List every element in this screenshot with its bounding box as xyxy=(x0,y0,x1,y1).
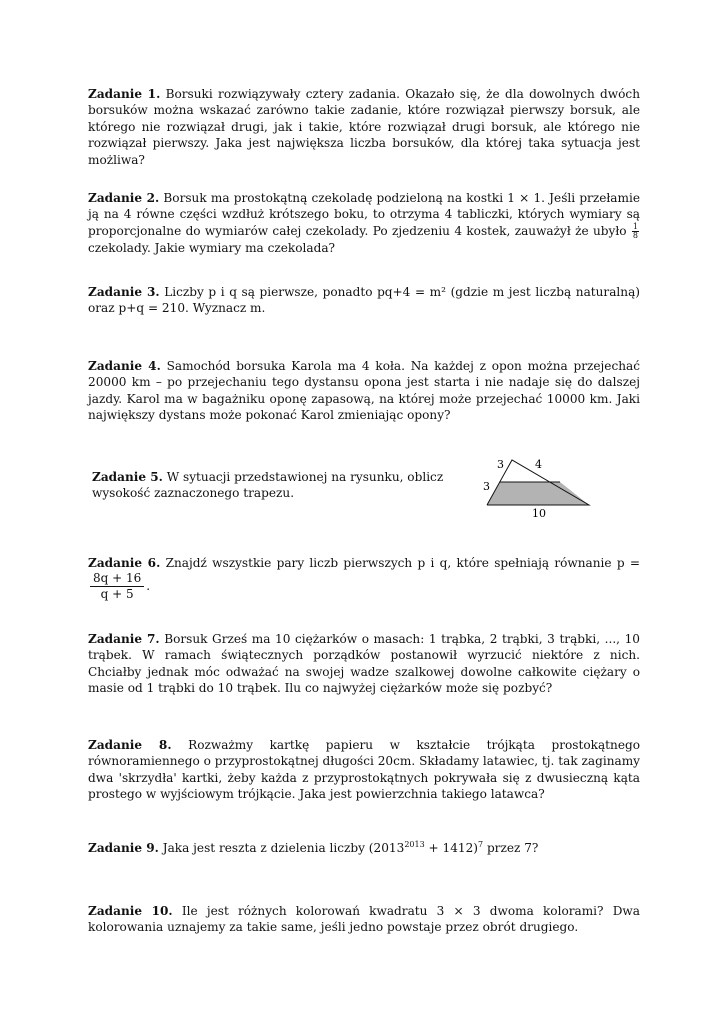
fraction-numerator: 1 xyxy=(632,221,638,231)
trapezoid-figure xyxy=(478,455,598,521)
task-4-text: Samochód borsuka Karola ma 4 koła. Na każdej z opon można przejechać 20000 km – po przejechaniu tego dystansu opona jest starta i nie nadaje się do dalszej jazdy. Karol ma w bagażniku oponę zapasową, na której może przejechać 10000 km. Jaki największy dystans może pokonać Karol zmieniając opony? xyxy=(88,359,641,423)
task-3 xyxy=(88,284,640,317)
exponent-2013: 2013 xyxy=(404,839,425,849)
task-9 xyxy=(88,840,640,856)
task-5-label: Zadanie 5. xyxy=(92,470,163,484)
fraction-one-eighth xyxy=(632,223,639,240)
task-3-label: Zadanie 3. xyxy=(88,285,160,299)
task-3-text: Liczby p i q są pierwsze, ponadto pq+4 = m² (gdzie m jest liczbą naturalną) oraz p+q = 210. Wyznacz m. xyxy=(88,285,640,316)
fraction-denominator: 8 xyxy=(632,230,638,240)
exponent-7: 7 xyxy=(478,839,484,849)
task-6 xyxy=(88,555,640,602)
label-left: 3 xyxy=(483,480,490,493)
label-top-right: 4 xyxy=(535,458,542,471)
task-8-label: Zadanie 8. xyxy=(88,738,172,752)
task-8 xyxy=(88,737,640,803)
task-6-text-end: . xyxy=(146,579,151,594)
shaded-trapezoid xyxy=(487,482,589,505)
task-9-text-end: przez 7? xyxy=(483,841,539,855)
label-top-left: 3 xyxy=(497,458,504,471)
task-7 xyxy=(88,631,640,697)
task-6-text: Znajdź wszystkie pary liczb pierwszych p i q, które spełniają równanie p = xyxy=(165,556,640,570)
task-4-label: Zadanie 4. xyxy=(88,359,161,373)
task-8-text: Rozważmy kartkę papieru w kształcie trójkąta prostokątnego równoramiennego o przyprostokątnej długości 20cm. Składamy latawiec, tj. tak zaginamy dwa 'skrzydła' kartki, żeby każda z przyprostokątnych pokrywała się z dwusieczną kąta prostego w wyjściowym trójkącie. Jaka jest powierzchnia takiego latawca? xyxy=(88,738,641,802)
task-7-text: Borsuk Grześ ma 10 ciężarków o masach: 1 trąbka, 2 trąbki, 3 trąbki, ..., 10 trąbek. W ramach świątecznych porządków postanowił wyrzucić niektóre z nich. Chciałby jednak móc odważać na swojej wadze szalkowej dowolne całkowite ciężary o masie od 1 trąbki do 10 trąbek. Ilu co najwyżej ciężarków może się pozbyć? xyxy=(88,632,640,696)
task-10-label: Zadanie 10. xyxy=(88,904,173,918)
equation-numerator: 8q + 16 xyxy=(90,571,144,587)
task-2 xyxy=(88,190,640,256)
task-1-label: Zadanie 1. xyxy=(88,87,161,101)
task-2-text-end: czekolady. Jakie wymiary ma czekolada? xyxy=(88,240,336,255)
task-9-text-mid: + 1412) xyxy=(424,841,478,855)
task-9-label: Zadanie 9. xyxy=(88,841,159,855)
task-9-text: Jaka jest reszta z dzielenia liczby (2013 xyxy=(162,841,405,855)
task-6-label: Zadanie 6. xyxy=(88,556,161,570)
label-bottom: 10 xyxy=(532,507,546,520)
task-10-text: Ile jest różnych kolorowań kwadratu 3 × 3 dwoma kolorami? Dwa kolorowania uznajemy za takie same, jeśli jedno powstaje przez obrót drugiego. xyxy=(88,904,640,935)
task-2-text: Borsuk ma prostokątną czekoladę podzieloną na kostki 1 × 1. Jeśli przełamie ją na 4 równe części wzdłuż krótszego boku, to otrzyma 4 tabliczki, których wymiary są proporcjonalne do wymiarów całej czekolady. Po zjedzeniu 4 kostek, zauważył że ubyło xyxy=(88,191,640,238)
equation-fraction xyxy=(90,571,144,602)
task-4 xyxy=(88,358,640,424)
task-2-label: Zadanie 2. xyxy=(88,191,160,205)
equation-denominator: q + 5 xyxy=(100,587,134,602)
task-5 xyxy=(92,469,472,502)
task-7-label: Zadanie 7. xyxy=(88,632,160,646)
task-5-text: W sytuacji przedstawionej na rysunku, oblicz wysokość zaznaczonego trapezu. xyxy=(92,470,444,501)
task-1 xyxy=(88,86,640,168)
task-1-text: Borsuki rozwiązywały cztery zadania. Okazało się, że dla dowolnych dwóch borsuków można wskazać zarówno takie zadanie, które rozwiązał pierwszy borsuk, ale którego nie rozwiązał drugi, jak i takie, które rozwiązał drugi borsuk, ale którego nie rozwiązał pierwszy. Jaka jest największa liczba borsuków, dla której taka sytuacja jest możliwa? xyxy=(88,87,640,167)
task-10 xyxy=(88,903,640,936)
